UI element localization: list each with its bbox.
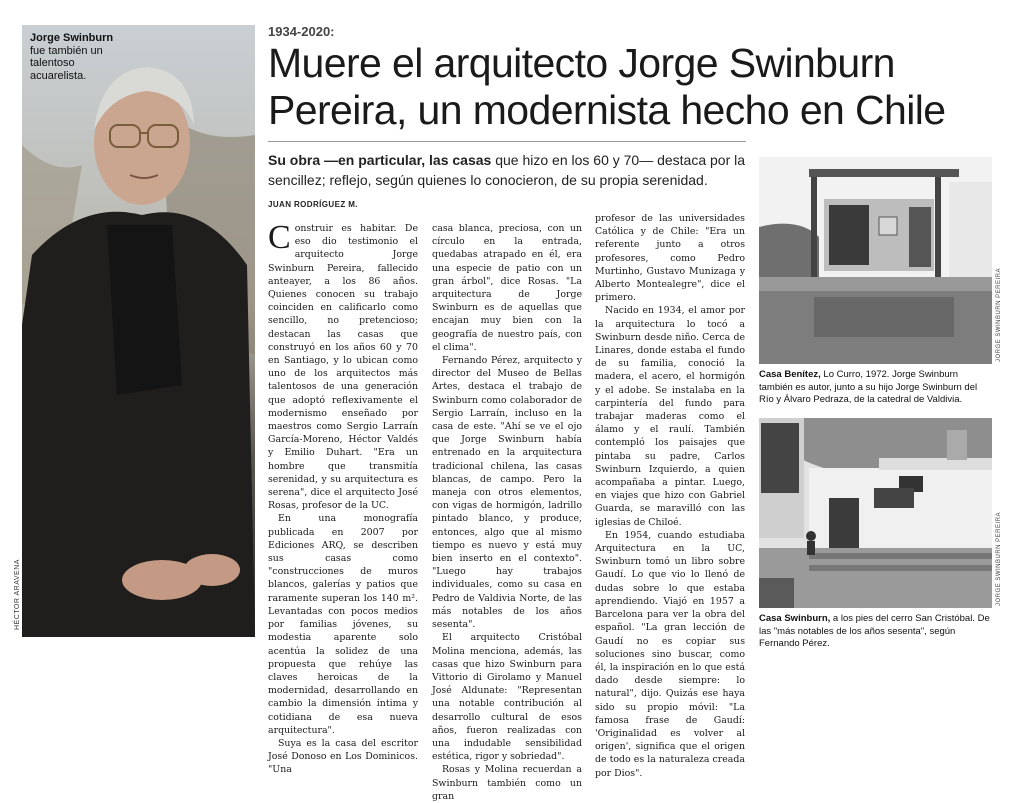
paragraph: Suya es la casa del escritor José Donoso en Los Dominicos. "Una — [268, 737, 418, 776]
portrait-caption — [30, 32, 122, 82]
photo-casa-swinburn — [759, 418, 992, 608]
deck-bold: Su obra —en particular, las casas — [268, 152, 492, 168]
portrait-illustration — [22, 25, 255, 637]
body-column-2 — [432, 222, 582, 803]
portrait-caption-name: Jorge Swinburn — [30, 32, 114, 44]
photo-credit-2: JORGE SWINBURN PEREIRA — [996, 511, 1002, 606]
photo-caption-1 — [759, 369, 992, 407]
caption-2-bold: Casa Swinburn, — [759, 613, 831, 624]
paragraph: Rosas y Molina recuerdan a Swinburn también como un gran — [432, 764, 582, 802]
paragraph: En una monografía publicada en 2007 por Ediciones ARQ, se describen sus casas como "construcciones de muros blancos, galerías y patios que raramente superan los 140 m². Levantadas con pocos medios por familias jóvenes, su modestia aparente solo acentúa la solidez de una propuesta que rehúye las claves heroicas de la modernidad, desarrollando en cambio la dimensión íntima y cotidiana de esa nueva arquitectura". — [268, 513, 418, 736]
paragraph: Fernando Pérez, arquitecto y director del Museo de Bellas Artes, destaca el trabajo de Swinburn como colaborador de Sergio Larraín, incluso en la casa de este. "Ahí se ve el ojo que Jorge Swinburn había entrenado en la arquitectura tradicional chilena, las casas blancas, de campo. Pero la maneja con otros elementos, con vigas de hormigón, ladrillo pintado blanco, y produce, entonces, algo que al mismo tiempo es nuevo y está muy bien inserto en el contexto". "Luego hay trabajos individuales, como su casa en Pedro de Valdivia Norte, de las más notables de los años sesenta". — [432, 355, 582, 631]
photo-credit-1: JORGE SWINBURN PEREIRA — [996, 267, 1002, 362]
dropcap: C — [268, 219, 291, 256]
headline-divider — [268, 141, 746, 142]
body-column-1 — [268, 219, 418, 777]
deck-rest: que hizo en los 60 y 70— destaca por la sencillez; reflejo, según quienes lo conocieron, de su propia serenidad. — [268, 152, 746, 188]
paragraph: Construir es habitar. De eso dio testimonio el arquitecto Jorge Swinburn Pereira, fallecido anteayer, a los 86 años. Quienes conocen su trabajo coinciden en calificarlo como sencillo, no pretencioso; destacan las casas que construyó en los años 60 y 70 en Santiago, y lo ubican como uno de los arquitectos más talentosos de una generación que adoptó reflexivamente el modernismo enseñado por maestros como Sergio Larraín García-Moreno, Héctor Valdés y Emilio Duhart. "Era un hombre que transmitía serenidad, y su arquitectura es serena", dice el arquitecto José Rosas, profesor de la UC. — [268, 219, 418, 512]
paragraph: profesor de las universidades Católica y de Chile: "Era un referente junto a otros profesores, como Pedro Murtinho, Gustavo Munizaga y Alberto Montealegre", dice el primero. — [595, 213, 745, 304]
paragraph: Nacido en 1934, el amor por la arquitectura lo tocó a Swinburn desde niño. Cerca de Linares, donde estaba el fundo de su familia, conoció la madera, el acero, el hormigón y el adobe. Se instalaba en la carpintería del fundo para trabajar maderas como el álamo y el raulí. También contempló los paisajes que pintaba su padre, Carlos Swinburn Izquierdo, a quien acompañaba a pintar. Luego, en viajes que hizo con Gabriel Guarda, se maravilló con las iglesias de Chiloé. — [595, 305, 745, 528]
caption-1-text: Lo Curro, 1972. Jorge Swinburn también es autor, junto a su hijo Jorge Swinburn del Río y Álvaro Pedraza, de la catedral de Valdivia. — [759, 369, 978, 405]
portrait-credit: HÉCTOR ARAVENA — [14, 559, 21, 630]
photo-casa-benitez — [759, 157, 992, 364]
paragraph: El arquitecto Cristóbal Molina menciona, además, las casas que hizo Swinburn para Vittorio di Girolamo y Manuel José Aldunate: "Representan una notable contribución al desarrollo cultural de esos años, fueron realizadas con una indudable sensibilidad estética, rigor y sobriedad". — [432, 632, 582, 763]
byline: JUAN RODRÍGUEZ M. — [268, 200, 358, 209]
house-pool-illustration — [759, 157, 992, 364]
caption-2-text: a los pies del cerro San Cristóbal. De las "más notables de los años sesenta", según Fernando Pérez. — [759, 613, 990, 649]
headline: Muere el arquitecto Jorge Swinburn Pereira, un modernista hecho en Chile — [268, 40, 946, 133]
deck — [268, 150, 746, 190]
house-hillside-illustration — [759, 418, 992, 608]
caption-1-bold: Casa Benítez, — [759, 369, 821, 380]
portrait-photo — [22, 25, 255, 637]
body-column-3 — [595, 212, 745, 780]
paragraph: casa blanca, preciosa, con un círculo en la entrada, quedabas atrapado en él, era una especie de patio con un gran árbol", dice Rosas. "La arquitectura de Jorge Swinburn es de aquellas que encajan muy bien con la geografía de nuestro país, con el clima". — [432, 223, 582, 353]
paragraph: En 1954, cuando estudiaba Arquitectura en la UC, Swinburn tomó un libro sobre Gaudí. Lo que vio lo llenó de dudas sobre lo que estaba aprendiendo. Viajó en 1957 a Barcelona para ver la obra del español. "La gran lección de Gaudí no es copiar sus soluciones sino buscar, como él, la inspiración en lo que está dado desde siempre: lo natural", dijo. Quizás ese haya sido su propio móvil: "La famosa frase de Gaudí: 'Originalidad es volver al origen', significa que el origen de todo es la naturaleza creada por Dios". — [595, 529, 745, 779]
portrait-caption-text: fue también un talentoso acuarelista. — [30, 44, 103, 82]
kicker: 1934-2020: — [268, 24, 335, 39]
